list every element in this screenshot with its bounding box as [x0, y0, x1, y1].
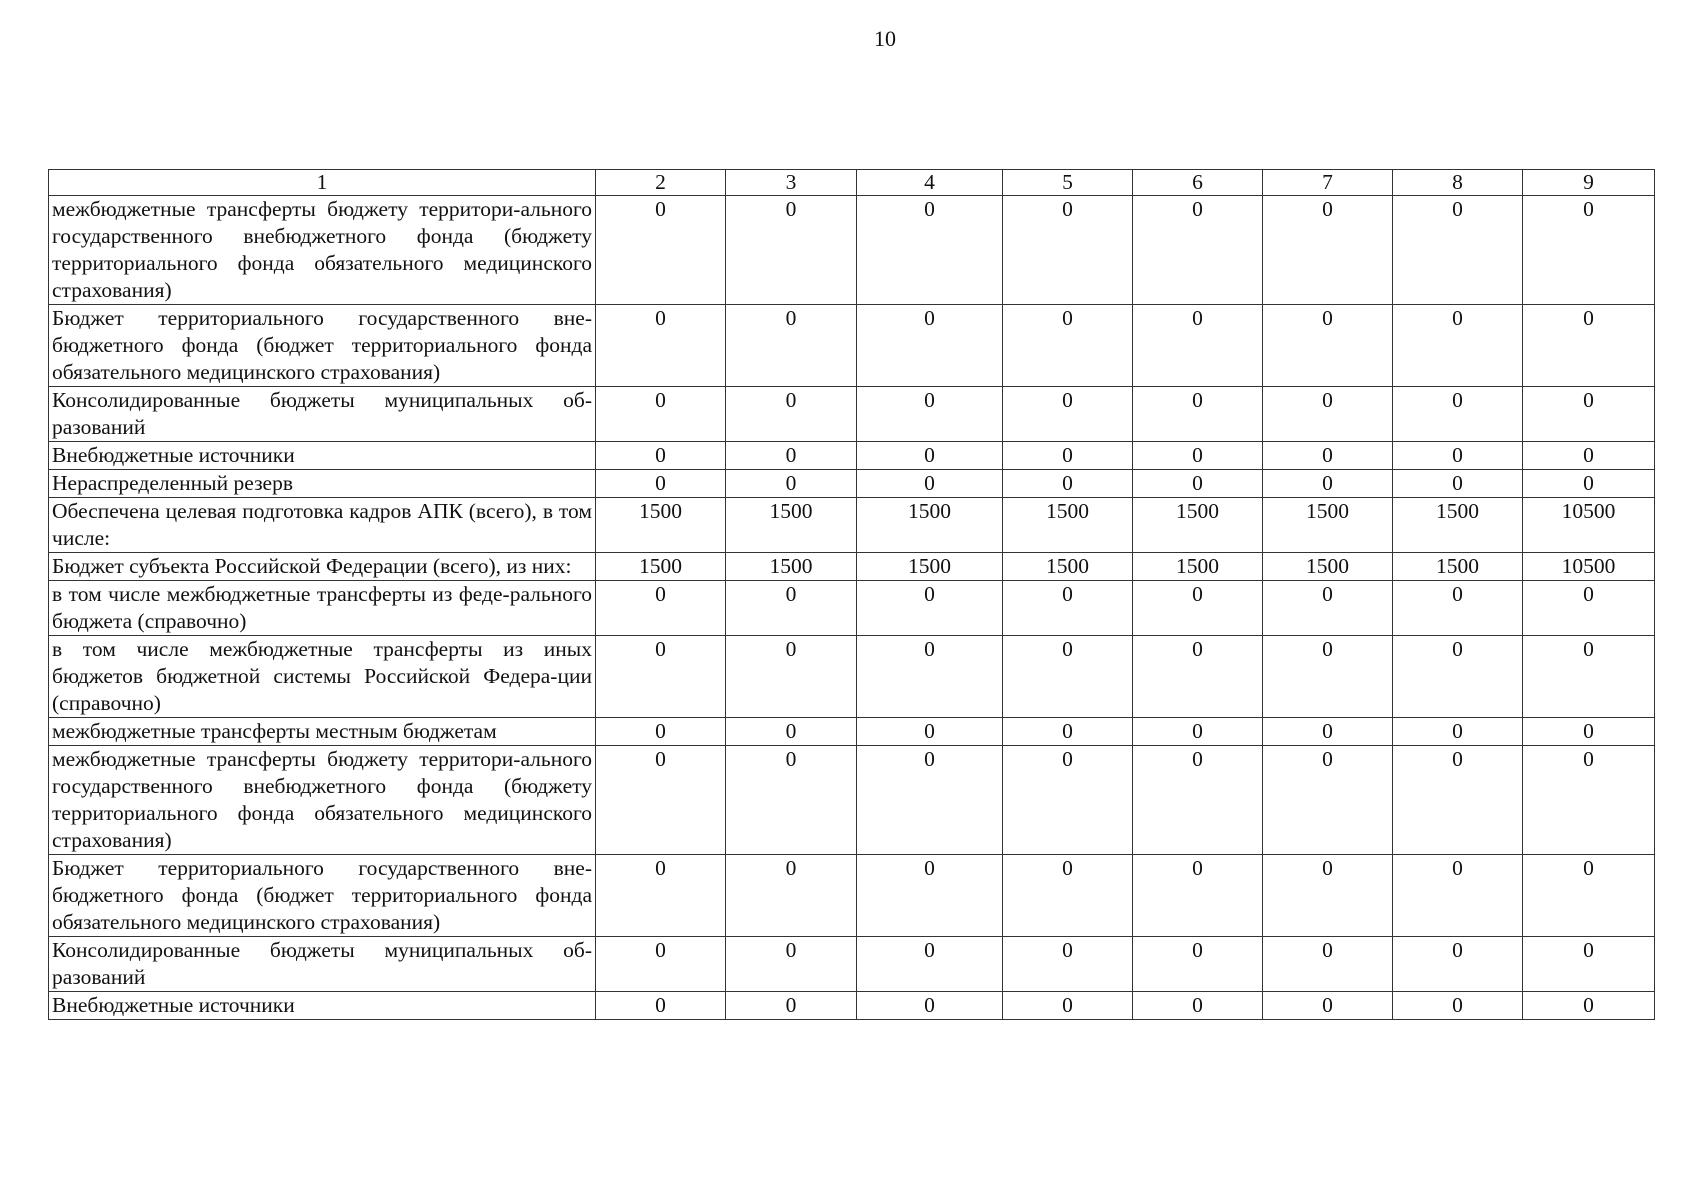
- budget-table: [48, 169, 1655, 1020]
- row-value: 0: [1133, 470, 1263, 498]
- row-value: 1500: [1393, 553, 1523, 581]
- row-value: 0: [596, 581, 726, 636]
- row-value: 0: [1523, 636, 1655, 718]
- row-value: 0: [1003, 470, 1133, 498]
- row-value: 0: [1133, 636, 1263, 718]
- column-header-2: 2: [596, 170, 726, 196]
- row-value: 0: [1523, 718, 1655, 746]
- row-label: межбюджетные трансферты бюджету территори-ального государственного внебюджетного фонда (бюджету территориального фонда обязательного медицинского страхования): [49, 196, 596, 305]
- row-value: 0: [726, 718, 857, 746]
- row-value: 0: [1393, 581, 1523, 636]
- table-row: [49, 855, 1655, 937]
- row-value: 0: [726, 937, 857, 992]
- row-value: 0: [1393, 937, 1523, 992]
- row-value: 1500: [1133, 498, 1263, 553]
- row-value: 0: [857, 855, 1003, 937]
- row-value: 0: [1003, 387, 1133, 442]
- row-value: 0: [1003, 305, 1133, 387]
- row-label: Бюджет субъекта Российской Федерации (всего), из них:: [49, 553, 596, 581]
- row-value: 1500: [1003, 553, 1133, 581]
- table-row: [49, 937, 1655, 992]
- row-value: 0: [857, 718, 1003, 746]
- row-value: 0: [726, 196, 857, 305]
- row-value: 0: [1133, 746, 1263, 855]
- row-value: 1500: [726, 553, 857, 581]
- row-value: 0: [596, 992, 726, 1020]
- row-value: 0: [1003, 992, 1133, 1020]
- row-label: Внебюджетные источники: [49, 992, 596, 1020]
- row-value: 0: [596, 855, 726, 937]
- row-value: 0: [1263, 718, 1393, 746]
- row-value: 0: [857, 196, 1003, 305]
- column-header-8: 8: [1393, 170, 1523, 196]
- row-label: Бюджет территориального государственного вне-бюджетного фонда (бюджет территориального фонда обязательного медицинского страхования): [49, 855, 596, 937]
- row-value: 0: [1523, 196, 1655, 305]
- table-row: [49, 387, 1655, 442]
- row-value: 1500: [726, 498, 857, 553]
- table-row: [49, 498, 1655, 553]
- row-value: 1500: [1393, 498, 1523, 553]
- row-value: 0: [857, 470, 1003, 498]
- table-row: [49, 305, 1655, 387]
- row-value: 0: [1393, 470, 1523, 498]
- row-value: 0: [726, 992, 857, 1020]
- row-value: 0: [1523, 937, 1655, 992]
- row-value: 0: [857, 937, 1003, 992]
- row-label: в том числе межбюджетные трансферты из иных бюджетов бюджетной системы Российской Федера-ции (справочно): [49, 636, 596, 718]
- row-value: 0: [726, 470, 857, 498]
- row-value: 0: [1003, 937, 1133, 992]
- row-label: Обеспечена целевая подготовка кадров АПК (всего), в том числе:: [49, 498, 596, 553]
- column-header-9: 9: [1523, 170, 1655, 196]
- row-value: 0: [1393, 746, 1523, 855]
- table-row: [49, 442, 1655, 470]
- row-value: 0: [1003, 581, 1133, 636]
- row-value: 1500: [596, 553, 726, 581]
- row-value: 0: [596, 746, 726, 855]
- row-value: 0: [596, 718, 726, 746]
- row-value: 0: [1263, 636, 1393, 718]
- row-value: 10500: [1523, 553, 1655, 581]
- row-value: 1500: [596, 498, 726, 553]
- table-row: [49, 636, 1655, 718]
- row-value: 0: [1263, 305, 1393, 387]
- table-row: [49, 992, 1655, 1020]
- row-label: Бюджет территориального государственного вне-бюджетного фонда (бюджет территориального фонда обязательного медицинского страхования): [49, 305, 596, 387]
- column-header-1: 1: [49, 170, 596, 196]
- row-value: 0: [726, 581, 857, 636]
- table-row: [49, 581, 1655, 636]
- row-value: 0: [857, 636, 1003, 718]
- row-value: 0: [726, 636, 857, 718]
- row-label: Консолидированные бюджеты муниципальных об-разований: [49, 387, 596, 442]
- row-label: Консолидированные бюджеты муниципальных об-разований: [49, 937, 596, 992]
- row-value: 0: [1393, 387, 1523, 442]
- row-value: 0: [1523, 855, 1655, 937]
- row-value: 0: [1523, 746, 1655, 855]
- row-value: 0: [726, 855, 857, 937]
- row-value: 0: [1263, 196, 1393, 305]
- column-header-7: 7: [1263, 170, 1393, 196]
- row-value: 0: [1523, 581, 1655, 636]
- row-value: 0: [1393, 992, 1523, 1020]
- row-value: 0: [1523, 442, 1655, 470]
- row-value: 0: [1133, 992, 1263, 1020]
- table-body: [49, 170, 1655, 1020]
- row-value: 0: [1263, 746, 1393, 855]
- row-value: 0: [1263, 937, 1393, 992]
- row-value: 0: [1003, 442, 1133, 470]
- row-value: 0: [596, 470, 726, 498]
- row-value: 0: [1263, 855, 1393, 937]
- row-label: межбюджетные трансферты бюджету территори-ального государственного внебюджетного фонда (бюджету территориального фонда обязательного медицинского страхования): [49, 746, 596, 855]
- row-value: 0: [1133, 855, 1263, 937]
- table-header-row: [49, 170, 1655, 196]
- row-value: 1500: [857, 498, 1003, 553]
- column-header-4: 4: [857, 170, 1003, 196]
- row-value: 0: [1133, 305, 1263, 387]
- table-row: [49, 746, 1655, 855]
- column-header-3: 3: [726, 170, 857, 196]
- row-value: 0: [596, 196, 726, 305]
- row-value: 0: [1003, 196, 1133, 305]
- row-value: 0: [857, 442, 1003, 470]
- row-value: 0: [1393, 636, 1523, 718]
- row-value: 0: [1523, 470, 1655, 498]
- row-value: 0: [596, 387, 726, 442]
- row-value: 1500: [1263, 553, 1393, 581]
- row-value: 0: [726, 387, 857, 442]
- column-header-6: 6: [1133, 170, 1263, 196]
- row-value: 0: [1133, 196, 1263, 305]
- row-value: 0: [1523, 387, 1655, 442]
- row-value: 1500: [1133, 553, 1263, 581]
- table-row: [49, 718, 1655, 746]
- row-value: 0: [726, 442, 857, 470]
- row-value: 0: [1393, 442, 1523, 470]
- row-value: 0: [726, 746, 857, 855]
- row-value: 0: [726, 305, 857, 387]
- row-value: 1500: [1003, 498, 1133, 553]
- row-value: 0: [857, 387, 1003, 442]
- row-value: 0: [1133, 581, 1263, 636]
- row-value: 0: [1523, 992, 1655, 1020]
- row-value: 0: [857, 746, 1003, 855]
- row-value: 0: [1393, 855, 1523, 937]
- row-value: 0: [1003, 636, 1133, 718]
- row-value: 0: [1133, 387, 1263, 442]
- row-value: 0: [1393, 718, 1523, 746]
- row-value: 0: [1003, 718, 1133, 746]
- row-label: в том числе межбюджетные трансферты из феде-рального бюджета (справочно): [49, 581, 596, 636]
- table-row: [49, 553, 1655, 581]
- row-value: 0: [1523, 305, 1655, 387]
- row-value: 0: [857, 305, 1003, 387]
- row-value: 0: [1003, 855, 1133, 937]
- row-label: Нераспределенный резерв: [49, 470, 596, 498]
- row-value: 1500: [1263, 498, 1393, 553]
- row-value: 0: [1263, 387, 1393, 442]
- column-header-5: 5: [1003, 170, 1133, 196]
- row-value: 0: [1003, 746, 1133, 855]
- page-number: 10: [874, 26, 896, 51]
- table-row: [49, 470, 1655, 498]
- row-label: Внебюджетные источники: [49, 442, 596, 470]
- row-value: 0: [1263, 442, 1393, 470]
- row-value: 0: [1393, 305, 1523, 387]
- row-value: 0: [857, 581, 1003, 636]
- row-value: 0: [1263, 992, 1393, 1020]
- row-value: 0: [1133, 937, 1263, 992]
- row-value: 0: [857, 992, 1003, 1020]
- row-value: 0: [596, 937, 726, 992]
- table-row: [49, 196, 1655, 305]
- row-value: 10500: [1523, 498, 1655, 553]
- row-value: 0: [1133, 442, 1263, 470]
- row-value: 0: [1133, 718, 1263, 746]
- row-label: межбюджетные трансферты местным бюджетам: [49, 718, 596, 746]
- row-value: 0: [596, 636, 726, 718]
- row-value: 1500: [857, 553, 1003, 581]
- row-value: 0: [1393, 196, 1523, 305]
- row-value: 0: [596, 442, 726, 470]
- row-value: 0: [1263, 470, 1393, 498]
- row-value: 0: [1263, 581, 1393, 636]
- row-value: 0: [596, 305, 726, 387]
